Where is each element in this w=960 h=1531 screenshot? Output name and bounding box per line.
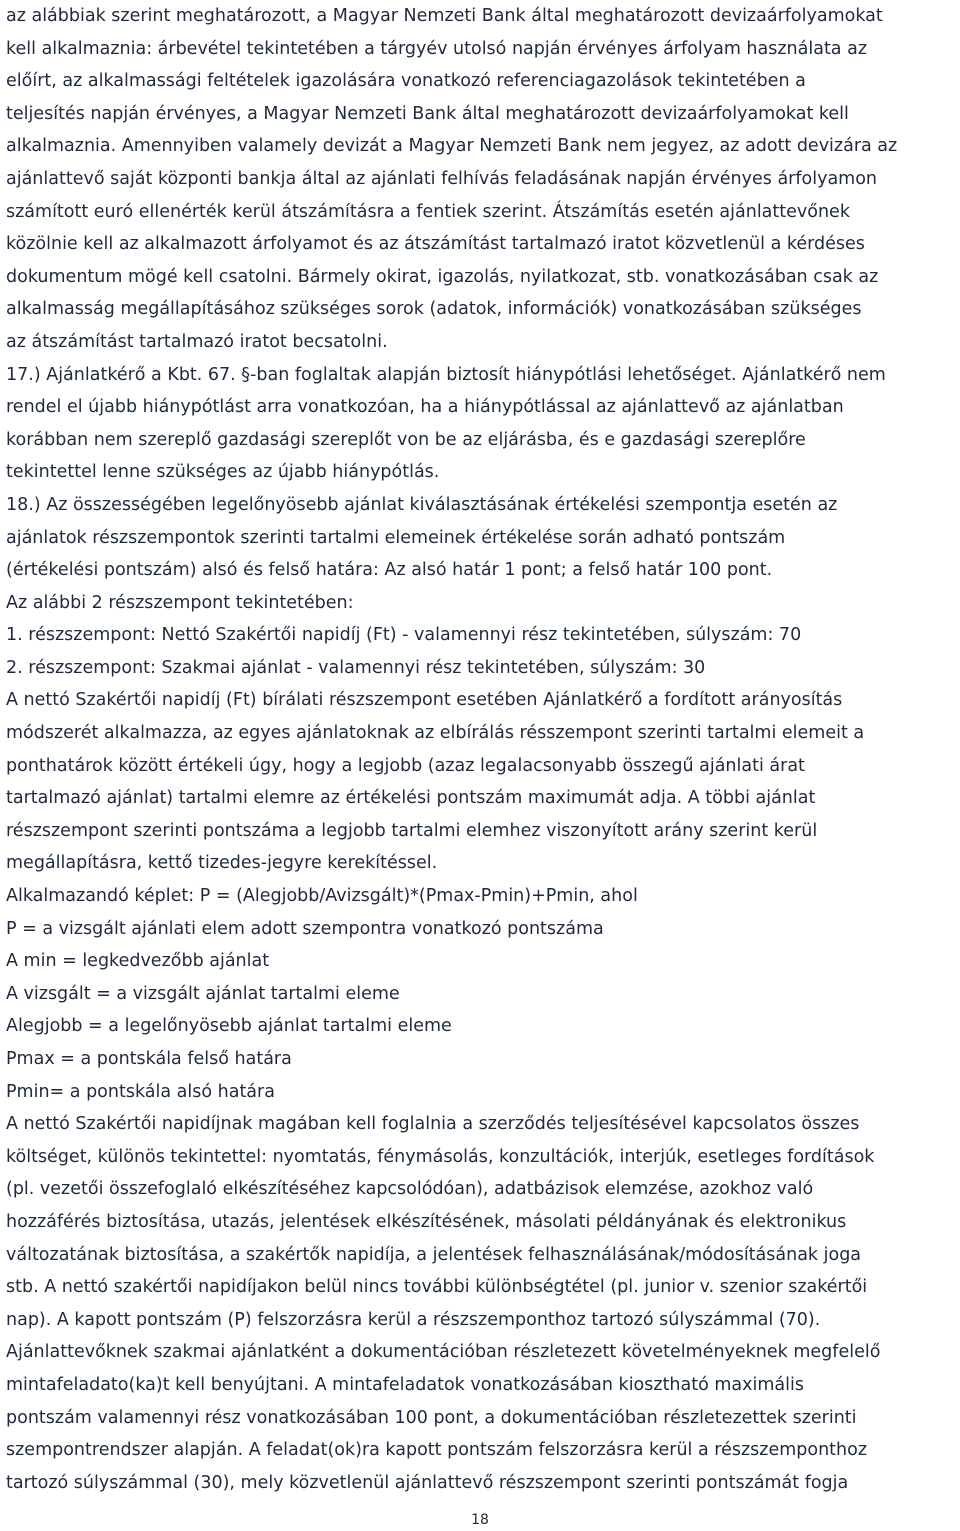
- text-line: ajánlattevő saját központi bankja által az ajánlati felhívás feladásának napján érvényes árfolyamon: [6, 168, 878, 189]
- text-line: Alkalmazandó képlet: P = (Alegjobb/Avizsgált)*(Pmax-Pmin)+Pmin, ahol: [6, 886, 638, 907]
- text-line: Alegjobb = a legelőnyösebb ajánlat tartalmi eleme: [6, 1016, 452, 1037]
- text-line: az átszámítást tartalmazó iratot becsatolni.: [6, 331, 388, 352]
- text-line: (pl. vezetői összefoglaló elkészítéséhez kapcsolódóan), adatbázisok elemzése, azokhoz való: [6, 1179, 814, 1200]
- text-line: Pmin= a pontskála alsó határa: [6, 1081, 275, 1102]
- text-line: A nettó Szakértői napidíj (Ft) bírálati részszempont esetében Ajánlatkérő a fordított arányosítás: [6, 690, 843, 711]
- text-line: nap). A kapott pontszám (P) felszorzásra kerül a részszemponthoz tartozó súlyszámmal (70).: [6, 1309, 821, 1330]
- text-line: A min = legkedvezőbb ajánlat: [6, 951, 270, 972]
- text-line: szempontrendszer alapján. A feladat(ok)ra kapott pontszám felszorzásra kerül a részszemponthoz: [6, 1440, 868, 1461]
- text-line: megállapításra, kettő tizedes-jegyre kerekítéssel.: [6, 853, 438, 874]
- text-line: ponthatárok között értékeli úgy, hogy a legjobb (azaz legalacsonyabb összegű ajánlati árat: [6, 755, 805, 776]
- text-line: Pmax = a pontskála felső határa: [6, 1049, 292, 1069]
- text-line: számított euró ellenérték kerül átszámításra a fentiek szerint. Átszámítás esetén ajánlattevőnek: [6, 201, 850, 222]
- text-line: Az alábbi 2 részszempont tekintetében:: [6, 592, 354, 613]
- text-line: tartozó súlyszámmal (30), mely közvetlenül ajánlattevő részszempont szerinti pontszámát fogja: [6, 1472, 849, 1493]
- text-line: A vizsgált = a vizsgált ajánlat tartalmi eleme: [6, 983, 400, 1004]
- text-line: stb. A nettó szakértői napidíjakon belül nincs további különbségtétel (pl. junior v. szenior szakértői: [6, 1277, 868, 1298]
- text-line: P = a vizsgált ajánlati elem adott szempontra vonatkozó pontszáma: [6, 918, 604, 939]
- text-line: 18.) Az összességében legelőnyösebb ajánlat kiválasztásának értékelési szempontja esetén az: [6, 494, 838, 515]
- text-line: hozzáférés biztosítása, utazás, jelentések elkészítésének, másolati példányának és elektronikus: [6, 1211, 847, 1232]
- text-line: pontszám valamennyi rész vonatkozásában 100 pont, a dokumentációban részletezettek szerinti: [6, 1407, 857, 1428]
- text-line: tartalmazó ajánlat) tartalmi elemre az értékelési pontszám maximumát adja. A többi ajánlat: [6, 788, 816, 809]
- text-line: 17.) Ajánlatkérő a Kbt. 67. §-ban foglaltak alapján biztosít hiánypótlási lehetőséget. Ajánlatkérő nem: [6, 364, 886, 385]
- text-line: alkalmaznia. Amennyiben valamely devizát a Magyar Nemzeti Bank nem jegyez, az adott devizára az: [6, 136, 898, 157]
- text-line: módszerét alkalmazza, az egyes ajánlatoknak az elbírálás résszempont szerinti tartalmi elemeit a: [6, 723, 865, 744]
- text-line: alkalmasság megállapításához szükséges sorok (adatok, információk) vonatkozásában szükséges: [6, 299, 862, 320]
- text-line: költséget, különös tekintettel: nyomtatás, fénymásolás, konzultációk, interjúk, esetleges fordítások: [6, 1146, 875, 1167]
- page-number: 18: [471, 1512, 489, 1528]
- text-line: előírt, az alkalmassági feltételek igazolására vonatkozó referenciagazolások tekintetében a: [6, 71, 806, 92]
- text-line: változatának biztosítása, a szakértők napidíja, a jelentések felhasználásának/módosításának joga: [6, 1244, 862, 1265]
- text-line: dokumentum mögé kell csatolni. Bármely okirat, igazolás, nyilatkozat, stb. vonatkozásában csak az: [6, 266, 879, 287]
- text-line: részszempont szerinti pontszáma a legjobb tartalmi elemhez viszonyított arány szerint kerül: [6, 820, 818, 841]
- text-line: tekintettel lenne szükséges az újabb hiánypótlás.: [6, 462, 440, 483]
- text-line: 1. részszempont: Nettó Szakértői napidíj (Ft) - valamennyi rész tekintetében, súlyszám: 70: [6, 625, 802, 646]
- text-line: rendel el újabb hiánypótlást arra vonatkozóan, ha a hiánypótlással az ajánlattevő az ajánlatban: [6, 397, 844, 418]
- text-line: az alábbiak szerint meghatározott, a Magyar Nemzeti Bank által meghatározott devizaárfolyamokat: [6, 6, 883, 26]
- text-line: (értékelési pontszám) alsó és felső határa: Az alsó határ 1 pont; a felső határ 100 pont.: [6, 560, 773, 581]
- text-line: A nettó Szakértői napidíjnak magában kell foglalnia a szerződés teljesítésével kapcsolatos összes: [6, 1114, 860, 1135]
- text-line: Ajánlattevőknek szakmai ajánlatként a dokumentációban részletezett követelményeknek megfelelő: [6, 1342, 881, 1363]
- text-line: közölnie kell az alkalmazott árfolyamot és az átszámítást tartalmazó iratot közvetlenül a kérdéses: [6, 234, 865, 255]
- text-line: ajánlatok részszempontok szerinti tartalmi elemeinek értékelése során adható pontszám: [6, 527, 786, 548]
- text-line: 2. részszempont: Szakmai ajánlat - valamennyi rész tekintetében, súlyszám: 30: [6, 657, 706, 678]
- text-line: mintafeladato(ka)t kell benyújtani. A mintafeladatok vonatkozásában kiosztható maximális: [6, 1374, 804, 1395]
- text-line: kell alkalmaznia: árbevétel tekintetében a tárgyév utolsó napján érvényes árfolyam használata az: [6, 38, 868, 59]
- document-body: [6, 0, 954, 1499]
- text-line: korábban nem szereplő gazdasági szereplőt von be az eljárásba, és e gazdasági szereplőre: [6, 429, 806, 450]
- text-line: teljesítés napján érvényes, a Magyar Nemzeti Bank által meghatározott devizaárfolyamokat kell: [6, 103, 849, 124]
